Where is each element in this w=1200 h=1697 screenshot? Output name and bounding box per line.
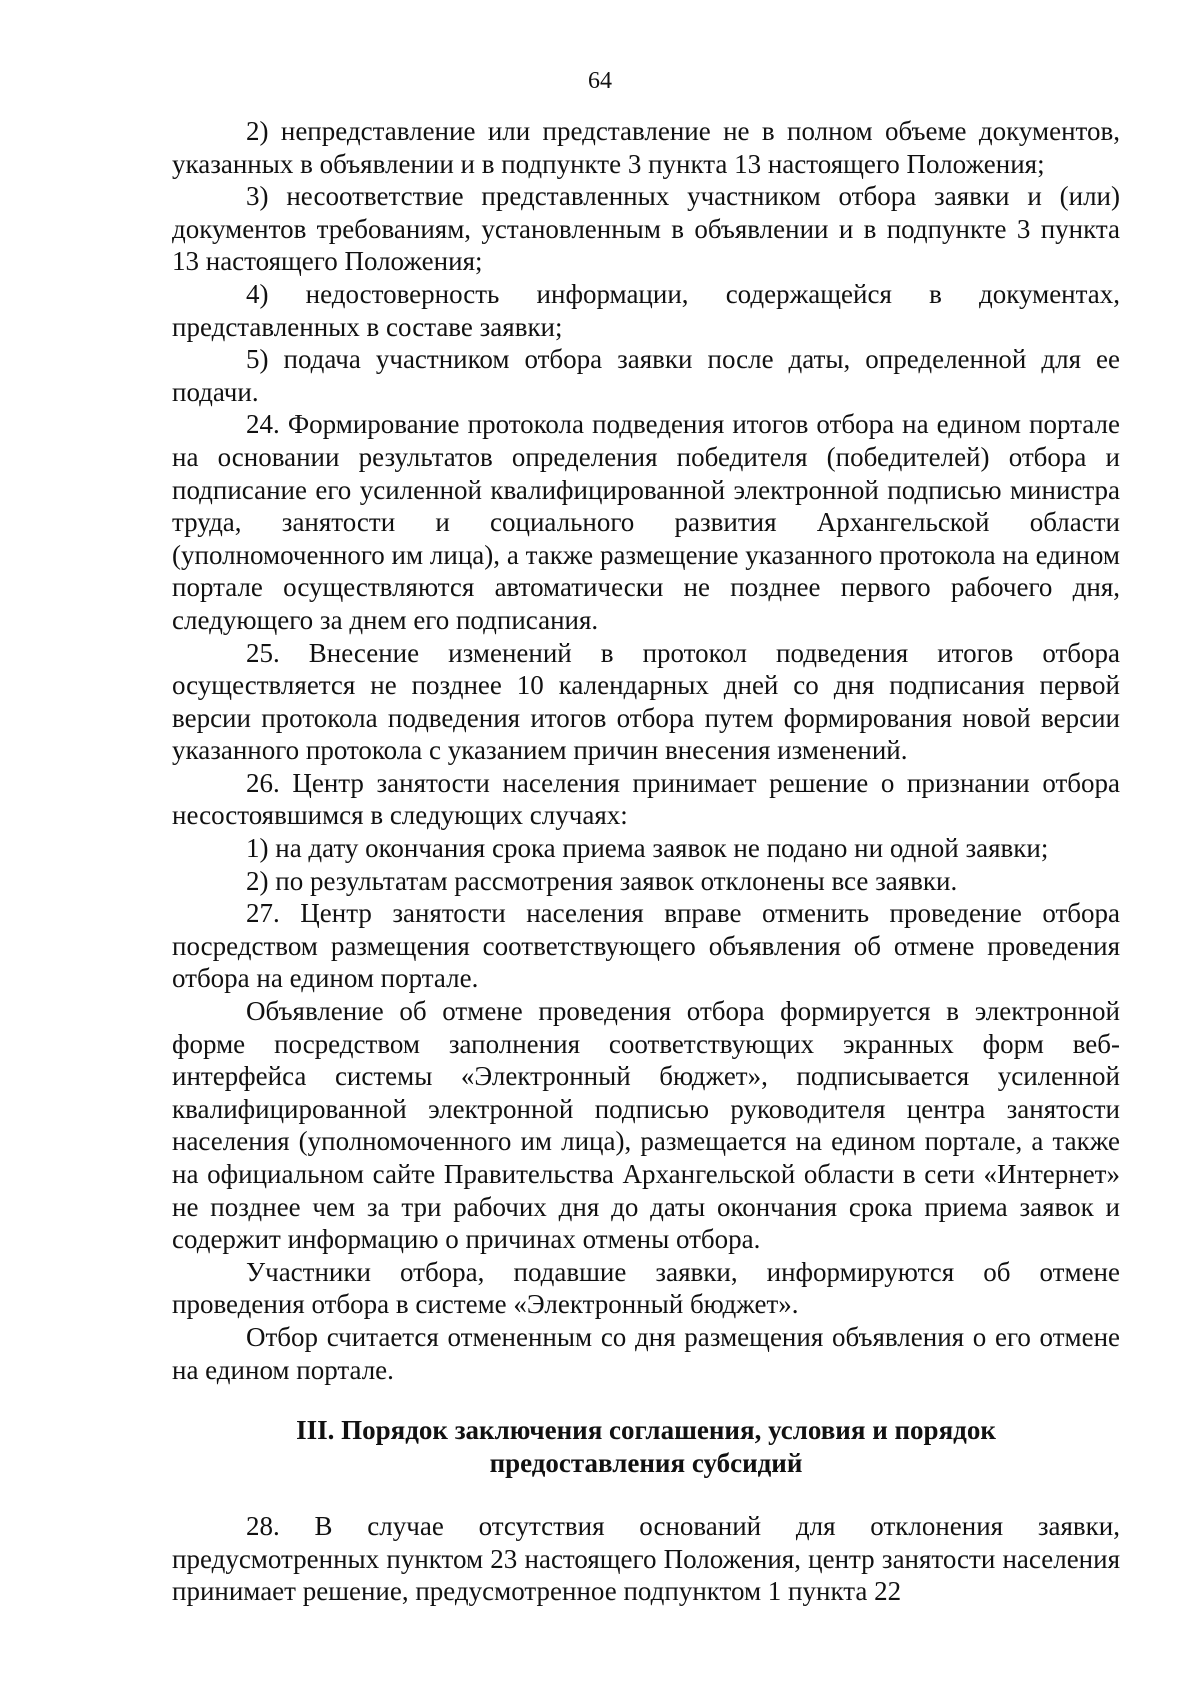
paragraph-participants-informed: Участники отбора, подавшие заявки, информируются об отмене проведения отбора в системе «Электронный бюджет». bbox=[172, 1256, 1120, 1320]
paragraph-case-1: 1) на дату окончания срока приема заявок не подано ни одной заявки; bbox=[246, 833, 1049, 864]
paragraph-clause-24: 24. Формирование протокола подведения итогов отбора на едином портале на основании результатов определения победителя (победителей) отбора и подписание его усиленной квалифицированной электронной подписью министра труда, занятости и социального развития Архангельской области (уполномоченного им лица), а также размещение указанного протокола на едином портале осуществляются автоматически не позднее первого рабочего дня, следующего за днем его подписания. bbox=[172, 409, 1120, 635]
paragraph-selection-cancelled: Отбор считается отмененным со дня размещения объявления о его отмене на едином портале. bbox=[172, 1321, 1120, 1385]
paragraph-clause-25: 25. Внесение изменений в протокол подведения итогов отбора осуществляется не позднее 10 календарных дней со дня подписания первой версии протокола подведения итогов отбора путем формирования новой версии указанного протокола с указанием причин внесения изменений. bbox=[172, 637, 1120, 766]
paragraph-clause-26: 26. Центр занятости населения принимает решение о признании отбора несостоявшимся в следующих случаях: bbox=[172, 767, 1120, 831]
section-heading: III. Порядок заключения соглашения, условия и порядок предоставления субсидий bbox=[296, 1415, 996, 1479]
paragraph-clause-27: 27. Центр занятости населения вправе отменить проведение отбора посредством размещения соответствующего объявления об отмене проведения отбора на едином портале. bbox=[172, 898, 1120, 994]
document-body bbox=[172, 115, 1120, 1608]
paragraph-cancellation-notice: Объявление об отмене проведения отбора формируется в электронной форме посредством заполнения соответствующих экранных форм веб-интерфейса системы «Электронный бюджет», подписывается усиленной квалифицированной электронной подписью руководителя центра занятости населения (уполномоченного им лица), размещается на едином портале, а также на официальном сайте Правительства Архангельской области в сети «Интернет» не позднее чем за три рабочих дня до даты окончания срока приема заявок и содержит информацию о причинах отмены отбора. bbox=[172, 996, 1120, 1255]
paragraph-item-2: 2) непредставление или представление не в полном объеме документов, указанных в объявлении и в подпункте 3 пункта 13 настоящего Положения; bbox=[172, 116, 1120, 179]
paragraph-item-4: 4) недостоверность информации, содержащейся в документах, представленных в составе заявки; bbox=[172, 278, 1120, 342]
paragraph-clause-28: 28. В случае отсутствия оснований для отклонения заявки, предусмотренных пунктом 23 настоящего Положения, центр занятости населения принимает решение, предусмотренное подпунктом 1 пункта 22 bbox=[172, 1511, 1120, 1607]
paragraph-item-3: 3) несоответствие представленных участником отбора заявки и (или) документов требованиям, установленным в объявлении и в подпункте 3 пункта 13 настоящего Положения; bbox=[172, 181, 1120, 277]
paragraph-case-2: 2) по результатам рассмотрения заявок отклонены все заявки. bbox=[246, 865, 958, 896]
page-number: 64 bbox=[588, 68, 612, 94]
paragraph-item-5: 5) подача участником отбора заявки после даты, определенной для ее подачи. bbox=[172, 344, 1120, 407]
